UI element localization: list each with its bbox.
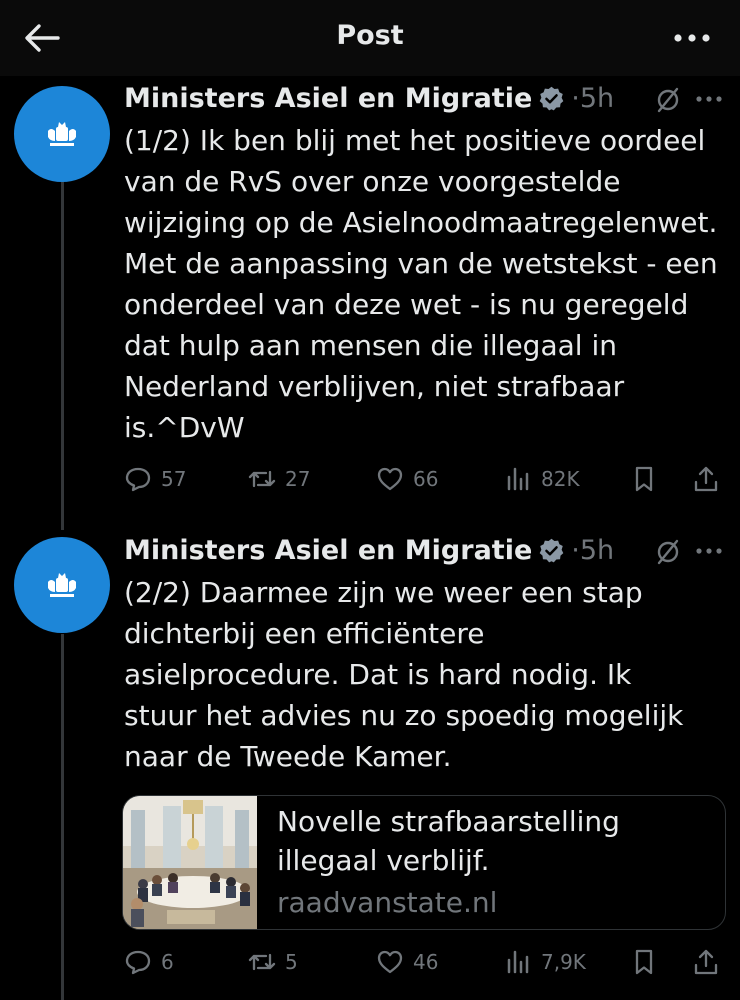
share-icon — [692, 948, 720, 976]
card-title: Novelle strafbaarstelling illegaal verblijf. — [277, 805, 620, 877]
action-bar — [124, 944, 724, 980]
bookmark-button[interactable] — [630, 944, 658, 980]
heart-icon — [376, 948, 404, 976]
card-domain: raadvanstate.nl — [277, 886, 498, 919]
tweet-text: (1/2) Ik ben blij met het positieve oordeel van de RvS over onze voorgestelde wijziging op de Asielnoodmaatregelenwet. Met de aanpassing van de wetstekst - een onderdeel van deze wet - is nu geregeld dat hulp aan mensen die illegaal in Nederland verblijven, niet strafbaar is.^DvW — [124, 124, 718, 444]
repost-count: 27 — [285, 467, 311, 491]
like-count: 66 — [413, 467, 439, 491]
crest-logo-icon — [45, 570, 79, 600]
repost-button[interactable] — [248, 944, 298, 980]
grok-icon[interactable] — [654, 538, 682, 566]
link-card[interactable] — [122, 795, 726, 930]
views-button[interactable] — [504, 944, 586, 980]
timestamp[interactable]: ·5h — [571, 534, 615, 566]
views-chart-icon — [504, 948, 532, 976]
views-count: 82K — [541, 467, 580, 491]
page-title: Post — [336, 20, 404, 51]
timestamp[interactable]: ·5h — [571, 82, 615, 114]
reply-icon — [124, 948, 152, 976]
verified-badge-icon — [538, 537, 565, 564]
reply-button[interactable] — [124, 944, 174, 980]
author-name[interactable]: Ministers Asiel en Migratie — [124, 534, 533, 566]
like-count: 46 — [413, 950, 439, 974]
views-count: 7,9K — [541, 950, 586, 974]
author-row — [124, 532, 614, 568]
repost-count: 5 — [285, 950, 298, 974]
meeting-room-image — [123, 796, 257, 929]
share-button[interactable] — [692, 944, 720, 980]
reply-count: 6 — [161, 950, 174, 974]
tweet-text: (2/2) Daarmee zijn we weer een stap dichterbij een efficiëntere asielprocedure. Dat is hard nodig. Ik stuur het advies nu zo spoedig mogelijk naar de Tweede Kamer. — [124, 576, 684, 773]
author-name[interactable]: Ministers Asiel en Migratie — [124, 82, 533, 114]
bookmark-icon — [630, 948, 658, 976]
like-button[interactable] — [376, 944, 438, 980]
repost-icon — [248, 948, 276, 976]
reply-count: 57 — [161, 467, 187, 491]
avatar[interactable] — [14, 537, 110, 633]
more-options-icon[interactable] — [695, 545, 723, 557]
